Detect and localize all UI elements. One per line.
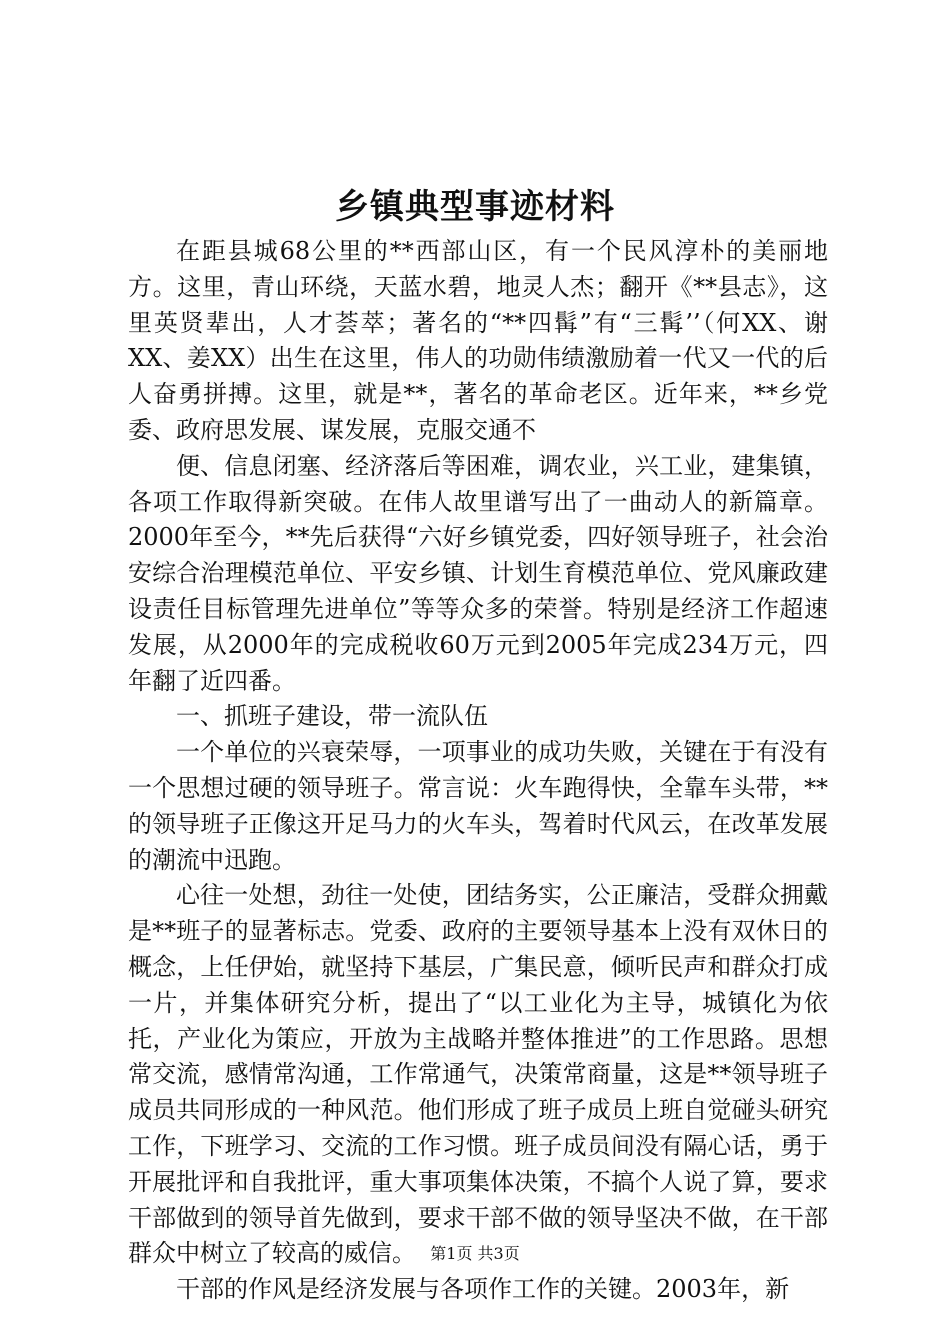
paragraph-intro: 在距县城68公里的**西部山区，有一个民风淳朴的美丽地方。这里，青山环绕，天蓝水碧，地灵人杰；翻开《**县志》，这里英贤辈出，人才荟萃；著名的“**四髯”有“三髯’’（何XX、谢XX、姜XX）出生在这里，伟人的功勋伟绩激励着一代又一代的后人奋勇拼搏。这里，就是**，著名的革命老区。近年来，**乡党委、政府思发展、谋发展，克服交通不: [128, 237, 828, 444]
document-body: [128, 234, 828, 1308]
page-number-footer: 第1页 共3页: [430, 1244, 520, 1263]
document-title: 乡镇典型事迹材料: [335, 187, 615, 227]
paragraph-leadership: 一个单位的兴衰荣辱，一项事业的成功失败，关键在于有没有一个思想过硬的领导班子。常言说：火车跑得快，全靠车头带，**的领导班子正像这开足马力的火车头，驾着时代风云，在改革发展的潮流中迅跑。: [128, 738, 828, 874]
paragraph-cadre-style: 干部的作风是经济发展与各项作工作的关键。2003年，新: [176, 1275, 790, 1304]
section-heading: 一、抓班子建设，带一流队伍: [176, 702, 488, 731]
paragraph-achievements: 便、信息闭塞、经济落后等困难，调农业，兴工业，建集镇，各项工作取得新突破。在伟人故里谱写出了一曲动人的新篇章。2000年至今，**先后获得“六好乡镇党委，四好领导班子，社会治安综合治理模范单位、平安乡镇、计划生育模范单位、党风廉政建设责任目标管理先进单位”等等众多的荣誉。特别是经济工作超速发展，从2000年的完成税收60万元到2005年完成234万元，四年翻了近四番。: [128, 451, 828, 695]
paragraph-team-unity: 心往一处想，劲往一处使，团结务实，公正廉洁，受群众拥戴是**班子的显著标志。党委、政府的主要领导基本上没有双休日的概念，上任伊始，就坚持下基层，广集民意，倾听民声和群众打成一片，并集体研究分析，提出了“以工业化为主导，城镇化为依托，产业化为策应，开放为主战略并整体推进”的工作思路。思想常交流，感情常沟通，工作常通气，决策常商量，这是**领导班子成员共同形成的一种风范。他们形成了班子成员上班自觉碰头研究工作，下班学习、交流的工作习惯。班子成员间没有隔心话，勇于开展批评和自我批评，重大事项集体决策，不搞个人说了算，要求干部做到的领导首先做到，要求干部不做的领导坚决不做，在干部群众中树立了较高的威信。: [128, 881, 828, 1268]
